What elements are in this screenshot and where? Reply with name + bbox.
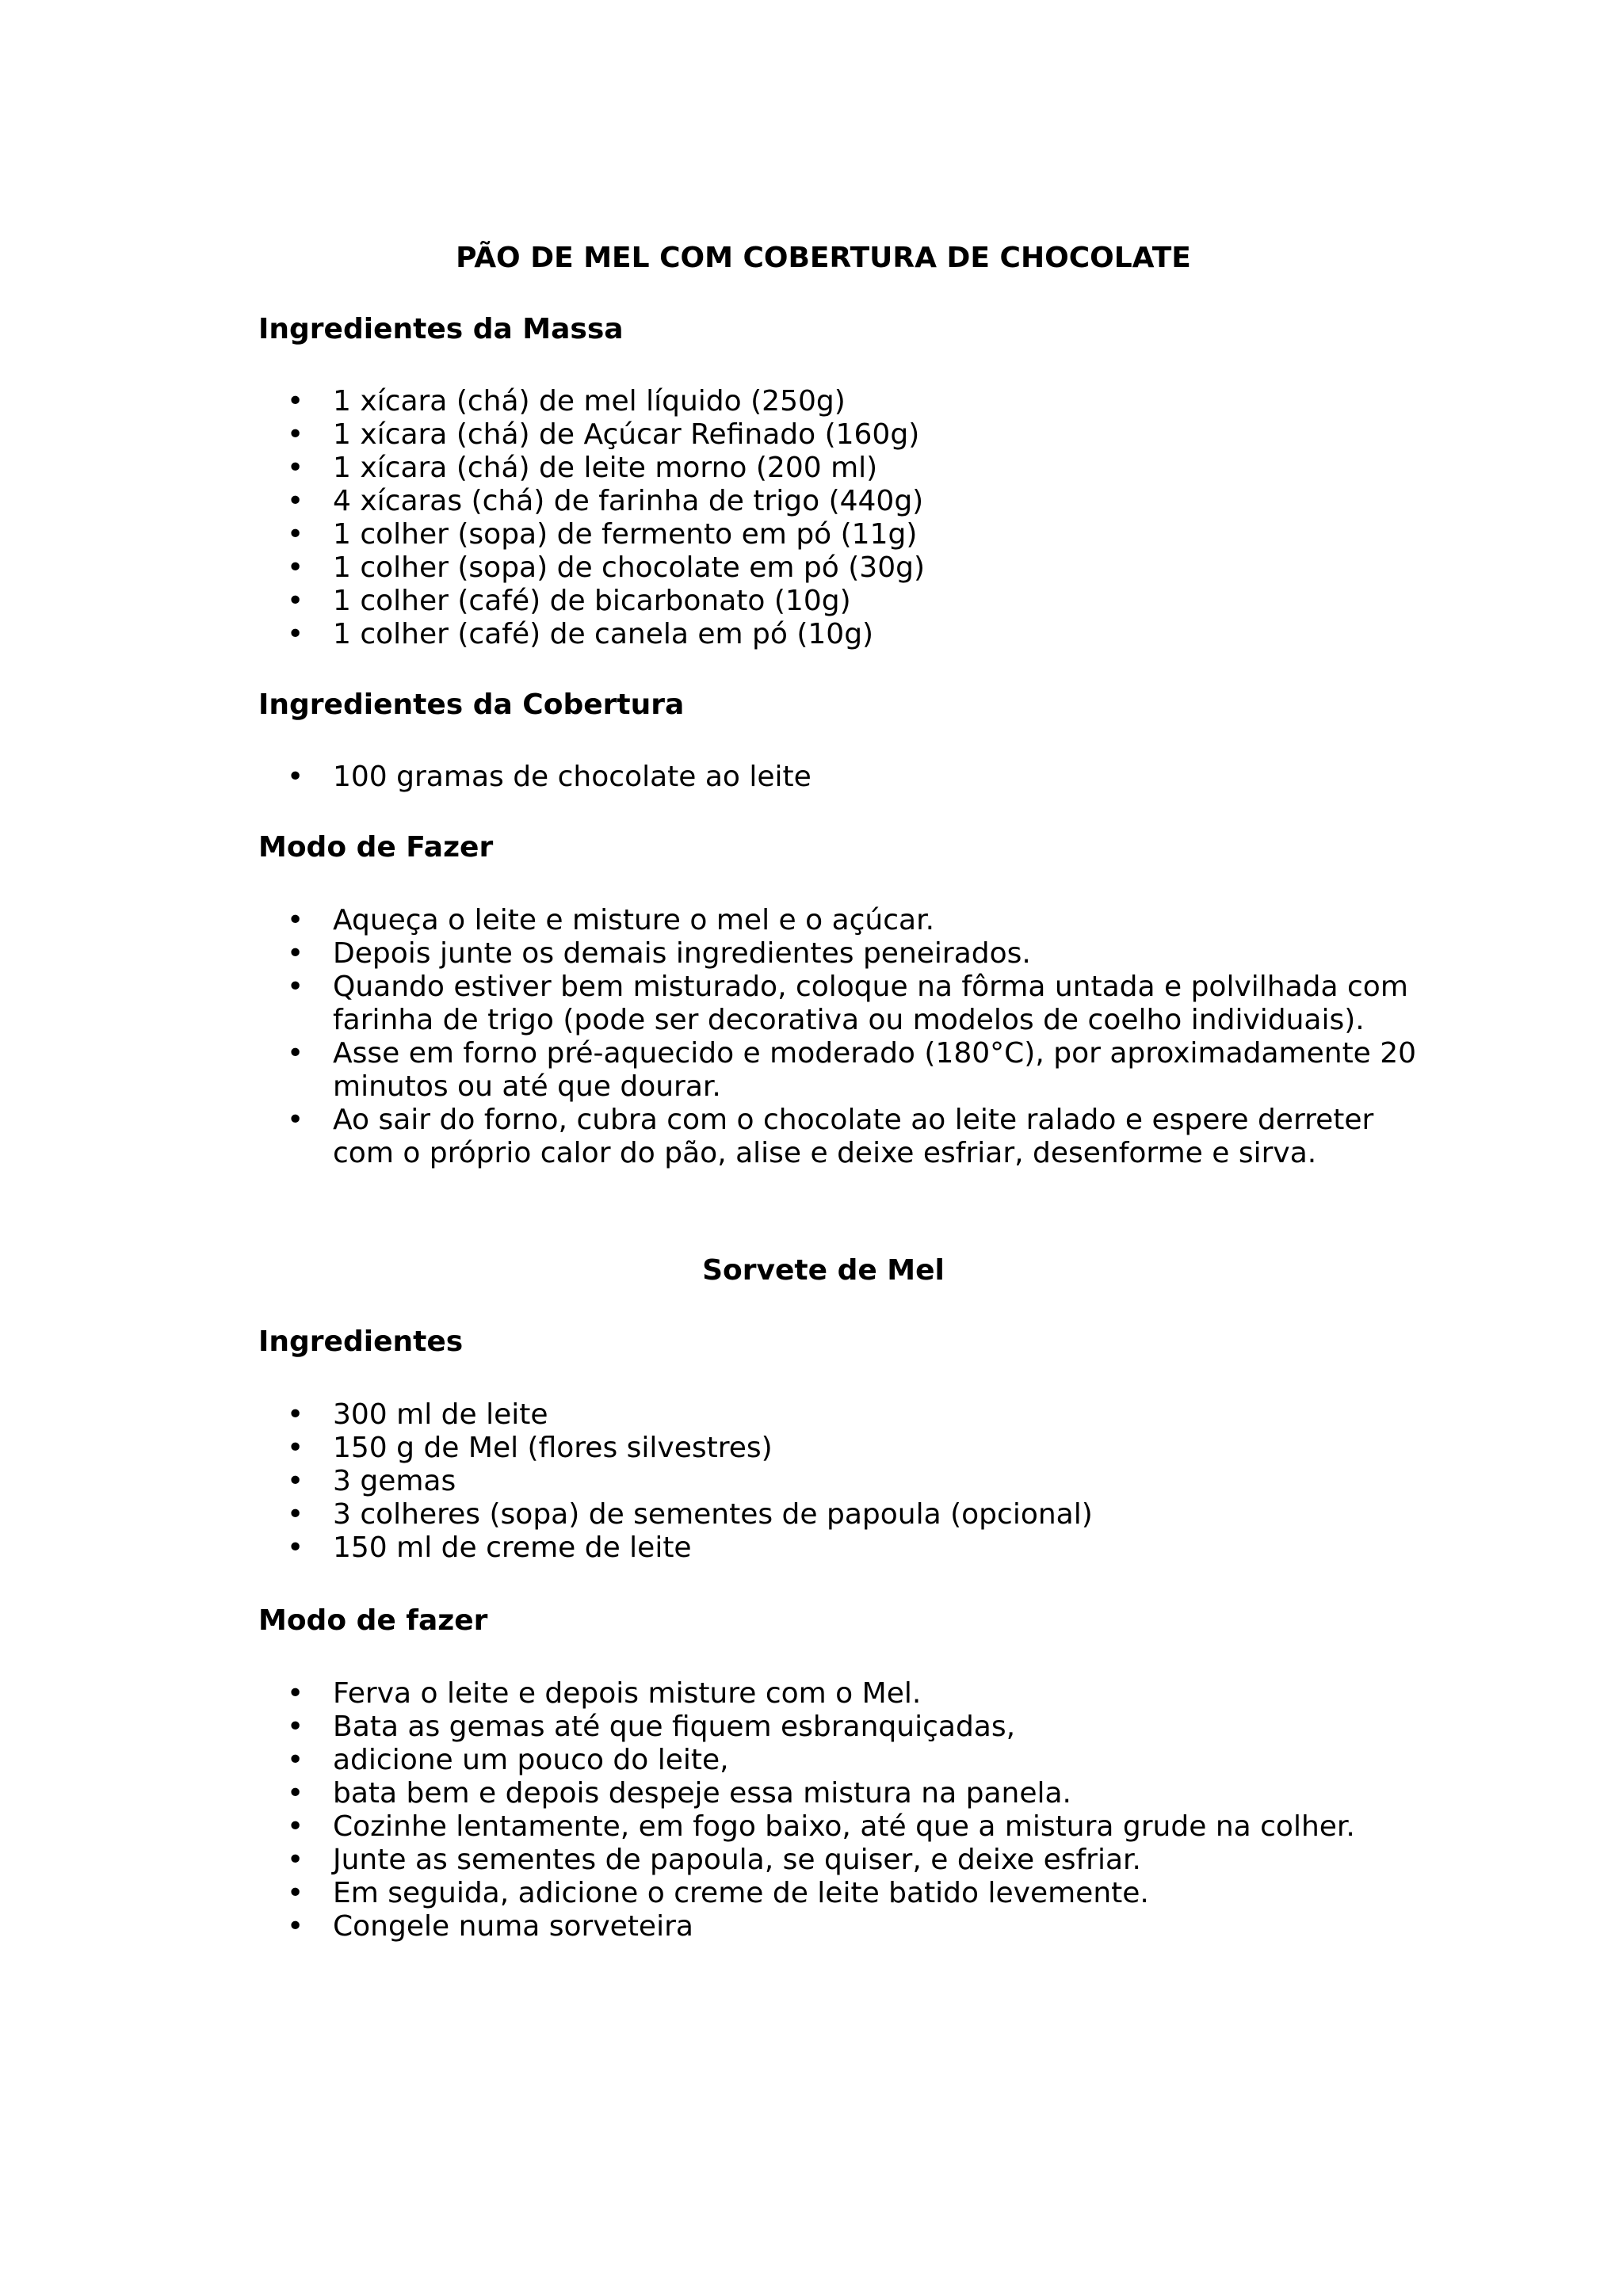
bullet-icon: • [287, 904, 304, 936]
list-item: • 1 colher (café) de canela em pó (10g) [287, 618, 874, 650]
bullet-icon: • [287, 1037, 304, 1070]
list-item: • bata bem e depois despeje essa mistura na panela. [287, 1777, 1071, 1810]
bullet-icon: • [287, 518, 304, 551]
bullet-icon: • [287, 485, 304, 517]
list-item: • 1 xícara (chá) de Açúcar Refinado (160g) [287, 418, 920, 451]
list-item: • 1 xícara (chá) de mel líquido (250g) [287, 385, 846, 418]
modo-fazer-heading: Modo de Fazer [258, 831, 494, 864]
sorvete-ingredients-list [0, 1398, 1426, 1565]
bullet-icon: • [287, 1910, 304, 1943]
recipe1-title: PÃO DE MEL COM COBERTURA DE CHOCOLATE [456, 242, 1191, 274]
bullet-icon: • [287, 1531, 304, 1564]
list-item: • Aqueça o leite e misture o mel e o açúcar. [287, 904, 935, 936]
bullet-icon: • [287, 761, 304, 793]
modo-fazer-list [0, 904, 1426, 1170]
bullet-icon: • [287, 1677, 304, 1710]
sorvete-modo-list [0, 1677, 1426, 1943]
list-item: • Ao sair do forno, cubra com o chocolate ao leite ralado e espere derreter com o próprio calor do pão, alise e deixe esfriar, desenforme e sirva. [287, 1104, 1374, 1169]
bullet-icon: • [287, 585, 304, 617]
list-item: • 1 colher (sopa) de fermento em pó (11g) [287, 518, 918, 551]
bullet-icon: • [287, 618, 304, 650]
bullet-icon: • [287, 385, 304, 418]
cobertura-ingredients-list [0, 761, 1426, 794]
list-item: • 300 ml de leite [287, 1398, 548, 1431]
bullet-icon: • [287, 971, 304, 1003]
list-item: • Junte as sementes de papoula, se quiser, e deixe esfriar. [287, 1844, 1141, 1876]
list-item: • Bata as gemas até que fiquem esbranquiçadas, [287, 1711, 1016, 1743]
list-item: • 4 xícaras (chá) de farinha de trigo (440g) [287, 485, 924, 517]
bullet-icon: • [287, 1498, 304, 1531]
cobertura-heading: Ingredientes da Cobertura [258, 688, 685, 721]
bullet-icon: • [287, 1777, 304, 1810]
bullet-icon: • [287, 418, 304, 451]
modo-de-fazer-heading: Modo de fazer [258, 1604, 488, 1637]
bullet-icon: • [287, 937, 304, 970]
list-item: • Cozinhe lentamente, em fogo baixo, até que a mistura grude na colher. [287, 1810, 1355, 1843]
list-item: • Asse em forno pré-aquecido e moderado (180°C), por aproximadamente 20 minutos ou até que dourar. [287, 1037, 1417, 1103]
massa-heading: Ingredientes da Massa [258, 313, 624, 345]
list-item: • 1 colher (café) de bicarbonato (10g) [287, 585, 851, 617]
recipe2-title: Sorvete de Mel [702, 1254, 945, 1287]
list-item: • 1 colher (sopa) de chocolate em pó (30g) [287, 551, 925, 584]
list-item: • Quando estiver bem misturado, coloque na fôrma untada e polvilhada com farinha de trigo (pode ser decorativa ou modelos de coelho individuais). [287, 971, 1408, 1036]
bullet-icon: • [287, 1744, 304, 1776]
bullet-icon: • [287, 1810, 304, 1843]
list-item: • 150 g de Mel (flores silvestres) [287, 1432, 773, 1464]
list-item: • 3 gemas [287, 1465, 456, 1497]
bullet-icon: • [287, 551, 304, 584]
list-item: • Ferva o leite e depois misture com o Mel. [287, 1677, 922, 1710]
list-item: • 3 colheres (sopa) de sementes de papoula (opcional) [287, 1498, 1093, 1531]
bullet-icon: • [287, 1711, 304, 1743]
bullet-icon: • [287, 1104, 304, 1136]
list-item: • 1 xícara (chá) de leite morno (200 ml) [287, 452, 878, 484]
bullet-icon: • [287, 1465, 304, 1497]
bullet-icon: • [287, 1844, 304, 1876]
bullet-icon: • [287, 1877, 304, 1909]
list-item: • adicione um pouco do leite, [287, 1744, 729, 1776]
massa-ingredients-list [0, 385, 1426, 651]
list-item: • Depois junte os demais ingredientes peneirados. [287, 937, 1031, 970]
list-item: • 150 ml de creme de leite [287, 1531, 692, 1564]
bullet-icon: • [287, 452, 304, 484]
bullet-icon: • [287, 1398, 304, 1431]
list-item: • Em seguida, adicione o creme de leite batido levemente. [287, 1877, 1149, 1909]
bullet-icon: • [287, 1432, 304, 1464]
ingredientes-heading: Ingredientes [258, 1325, 464, 1358]
list-item: • Congele numa sorveteira [287, 1910, 693, 1943]
list-item: • 100 gramas de chocolate ao leite [287, 761, 812, 793]
